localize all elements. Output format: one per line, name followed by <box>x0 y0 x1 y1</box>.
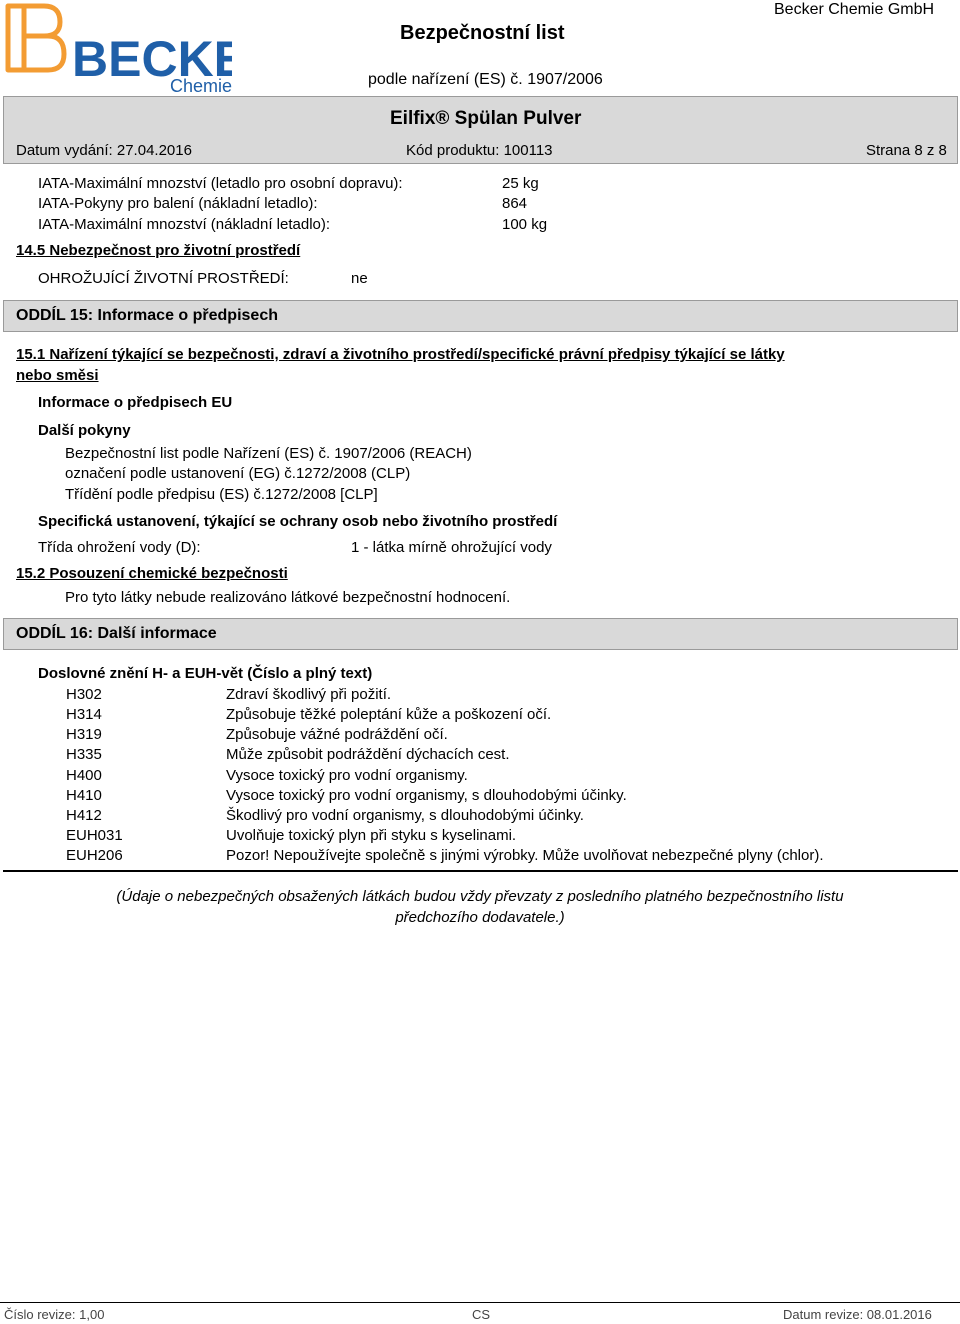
revision-number: Číslo revize: 1,00 <box>4 1307 105 1322</box>
revision-date: Datum revize: 08.01.2016 <box>783 1307 932 1322</box>
h-phrase-code: H410 <box>66 787 102 804</box>
h-phrase-text: Zdraví škodlivý při požití. <box>226 686 392 703</box>
h-phrase-text: Škodlivý pro vodní organismy, s dlouhodobými účinky. <box>226 807 584 824</box>
h-phrase-text: Vysoce toxický pro vodní organismy. <box>226 767 468 784</box>
logo-wordmark: BECKE <box>72 31 232 87</box>
issue-date: Datum vydání: 27.04.2016 <box>16 142 192 159</box>
product-name: Eilfix® Spülan Pulver <box>390 108 582 129</box>
other-note-line: Bezpečnostní list podle Nařízení (ES) č. 1907/2006 (REACH) <box>65 445 472 462</box>
iata-label: IATA-Maximální mnozství (letadlo pro osobní dopravu): <box>38 175 403 192</box>
other-notes-heading: Další pokyny <box>38 422 131 439</box>
logo-subtext: Chemie <box>170 76 232 96</box>
h-phrase-code: H319 <box>66 726 102 743</box>
document-title: Bezpečnostní list <box>400 22 565 44</box>
supplier-note: (Údaje o nebezpečných obsažených látkách budou vždy převzaty z posledního platného bezpečnostního listu <box>116 888 844 905</box>
iata-label: IATA-Pokyny pro balení (nákladní letadlo): <box>38 195 318 212</box>
company-name: Becker Chemie GmbH <box>774 1 935 18</box>
h-phrase-code: H412 <box>66 807 102 824</box>
h-phrase-code: EUH031 <box>66 827 123 844</box>
iata-label: IATA-Maximální mnozství (nákladní letadlo): <box>38 216 331 233</box>
h-phrase-text: Uvolňuje toxický plyn při styku s kyselinami. <box>226 827 517 844</box>
language-code: CS <box>472 1307 491 1322</box>
h-phrases-heading: Doslovné znění H- a EUH-vět (Číslo a plný text) <box>38 665 373 682</box>
h-phrase-text: Způsobuje těžké poleptání kůže a poškození očí. <box>226 706 552 723</box>
chemical-safety-text: Pro tyto látky nebude realizováno látkové bezpečnostní hodnocení. <box>65 589 511 606</box>
water-hazard-label: Třída ohrožení vody (D): <box>38 539 201 556</box>
footer-divider <box>0 1302 960 1303</box>
h-phrase-text: Způsobuje vážné podráždění očí. <box>226 726 448 743</box>
water-hazard-value: 1 - látka mírně ohrožující vody <box>351 539 552 556</box>
becker-logo-mark-icon <box>0 0 232 96</box>
other-note-line: Třídění podle předpisu (ES) č.1272/2008 [CLP] <box>65 486 378 503</box>
page-number: Strana 8 z 8 <box>866 142 947 159</box>
h-phrase-code: H302 <box>66 686 102 703</box>
iata-value: 864 <box>502 195 528 212</box>
environmental-hazard-label: OHROŽUJÍCÍ ŽIVOTNÍ PROSTŘEDÍ: <box>38 270 289 287</box>
subsection-title-15-1-cont: nebo směsi <box>16 367 99 384</box>
other-note-line: označení podle ustanovení (EG) č.1272/2008 (CLP) <box>65 465 411 482</box>
section-divider <box>3 870 958 872</box>
iata-value: 100 kg <box>502 216 548 233</box>
subsection-title-15-2: 15.2 Posouzení chemické bezpečnosti <box>16 565 288 582</box>
regulation-reference: podle nařízení (ES) č. 1907/2006 <box>368 71 603 88</box>
h-phrase-text: Může způsobit podráždění dýchacích cest. <box>226 746 510 763</box>
h-phrase-code: H314 <box>66 706 102 723</box>
specific-provisions-heading: Specifická ustanovení, týkající se ochrany osob nebo životního prostředí <box>38 513 558 530</box>
section-16-title: ODDÍL 16: Další informace <box>16 625 217 642</box>
subsection-title-14-5: 14.5 Nebezpečnost pro životní prostředí <box>16 242 301 259</box>
becker-logo <box>0 0 232 96</box>
product-code: Kód produktu: 100113 <box>406 142 553 159</box>
h-phrase-code: EUH206 <box>66 847 123 864</box>
h-phrase-text: Vysoce toxický pro vodní organismy, s dlouhodobými účinky. <box>226 787 627 804</box>
section-15-title: ODDÍL 15: Informace o předpisech <box>16 307 278 324</box>
h-phrase-text: Pozor! Nepoužívejte společně s jinými výrobky. Může uvolňovat nebezpečné plyny (chlor). <box>226 847 824 864</box>
h-phrase-code: H400 <box>66 767 102 784</box>
subsection-title-15-1: 15.1 Nařízení týkající se bezpečnosti, zdraví a životního prostředí/specifické právní předpisy týkající se látky <box>16 346 785 363</box>
environmental-hazard-value: ne <box>351 270 368 287</box>
iata-value: 25 kg <box>502 175 539 192</box>
h-phrase-code: H335 <box>66 746 102 763</box>
eu-regulation-heading: Informace o předpisech EU <box>38 394 233 411</box>
supplier-note-cont: předchozího dodavatele.) <box>395 909 565 926</box>
